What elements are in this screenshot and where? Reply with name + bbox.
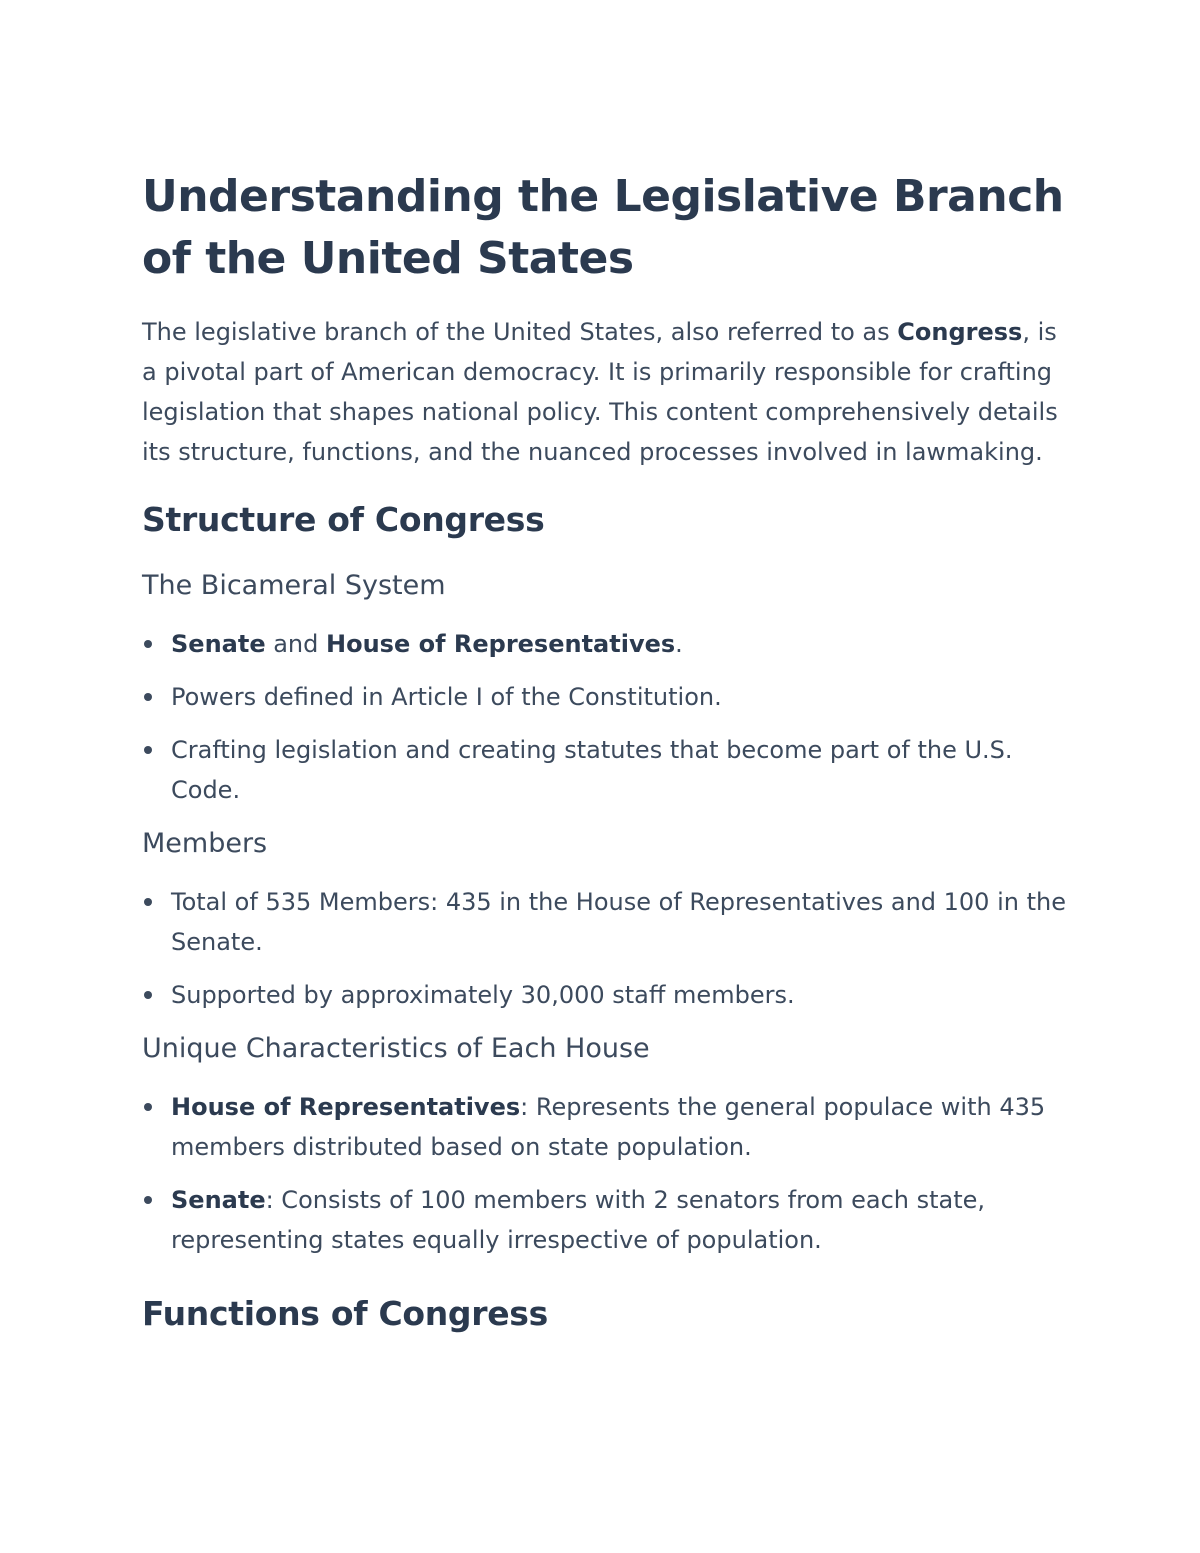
list-item-text: .: [675, 630, 683, 658]
list-item: [142, 730, 1072, 810]
bold-senate-label: Senate: [171, 1186, 266, 1214]
intro-text-end: , is a pivotal part of American democracy. It is primarily responsible for crafting legislation that shapes national policy. This content comprehensively details its structure, functions, and the nuanced processes involved in lawmaking.: [142, 318, 1058, 466]
members-list: [142, 882, 1072, 1015]
bold-house: House of Representatives: [326, 630, 676, 658]
subheading-bicameral: The Bicameral System: [142, 570, 446, 601]
bicameral-list: [142, 624, 1072, 810]
list-item: [142, 1087, 1072, 1167]
bullet-icon: [144, 1103, 152, 1111]
intro-bold-congress: Congress: [897, 318, 1023, 346]
list-item-text: and: [265, 630, 327, 658]
list-item: [142, 677, 1072, 717]
list-item: [142, 624, 1072, 664]
list-item: [142, 1180, 1072, 1260]
list-item-text: Powers defined in Article I of the Constitution.: [171, 683, 722, 711]
bullet-icon: [144, 991, 152, 999]
bullet-icon: [144, 640, 152, 648]
section-heading-structure: Structure of Congress: [142, 500, 545, 539]
intro-text-start: The legislative branch of the United States, also referred to as: [142, 318, 898, 346]
intro-paragraph: [142, 312, 1072, 472]
list-item-text: Supported by approximately 30,000 staff members.: [171, 981, 795, 1009]
bullet-icon: [144, 746, 152, 754]
subheading-unique-characteristics: Unique Characteristics of Each House: [142, 1033, 650, 1064]
bold-house-label: House of Representatives: [171, 1093, 521, 1121]
page-title: Understanding the Legislative Branch of the United States: [142, 171, 1064, 284]
list-item-text: : Represents the general populace with 435 members distributed based on state population.: [171, 1093, 1046, 1161]
list-item-text: Total of 535 Members: 435 in the House of Representatives and 100 in the Senate.: [171, 888, 1066, 956]
bold-senate: Senate: [171, 630, 266, 658]
list-item: [142, 882, 1072, 962]
list-item-text: : Consists of 100 members with 2 senators from each state, representing states equally irrespective of population.: [171, 1186, 986, 1254]
bullet-icon: [144, 898, 152, 906]
list-item-text: Crafting legislation and creating statutes that become part of the U.S. Code.: [171, 736, 1013, 804]
document-page: [142, 166, 1072, 1338]
bullet-icon: [144, 693, 152, 701]
subheading-members: Members: [142, 828, 268, 859]
bullet-icon: [144, 1196, 152, 1204]
list-item: [142, 975, 1072, 1015]
section-heading-functions: Functions of Congress: [142, 1294, 548, 1333]
unique-characteristics-list: [142, 1087, 1072, 1260]
